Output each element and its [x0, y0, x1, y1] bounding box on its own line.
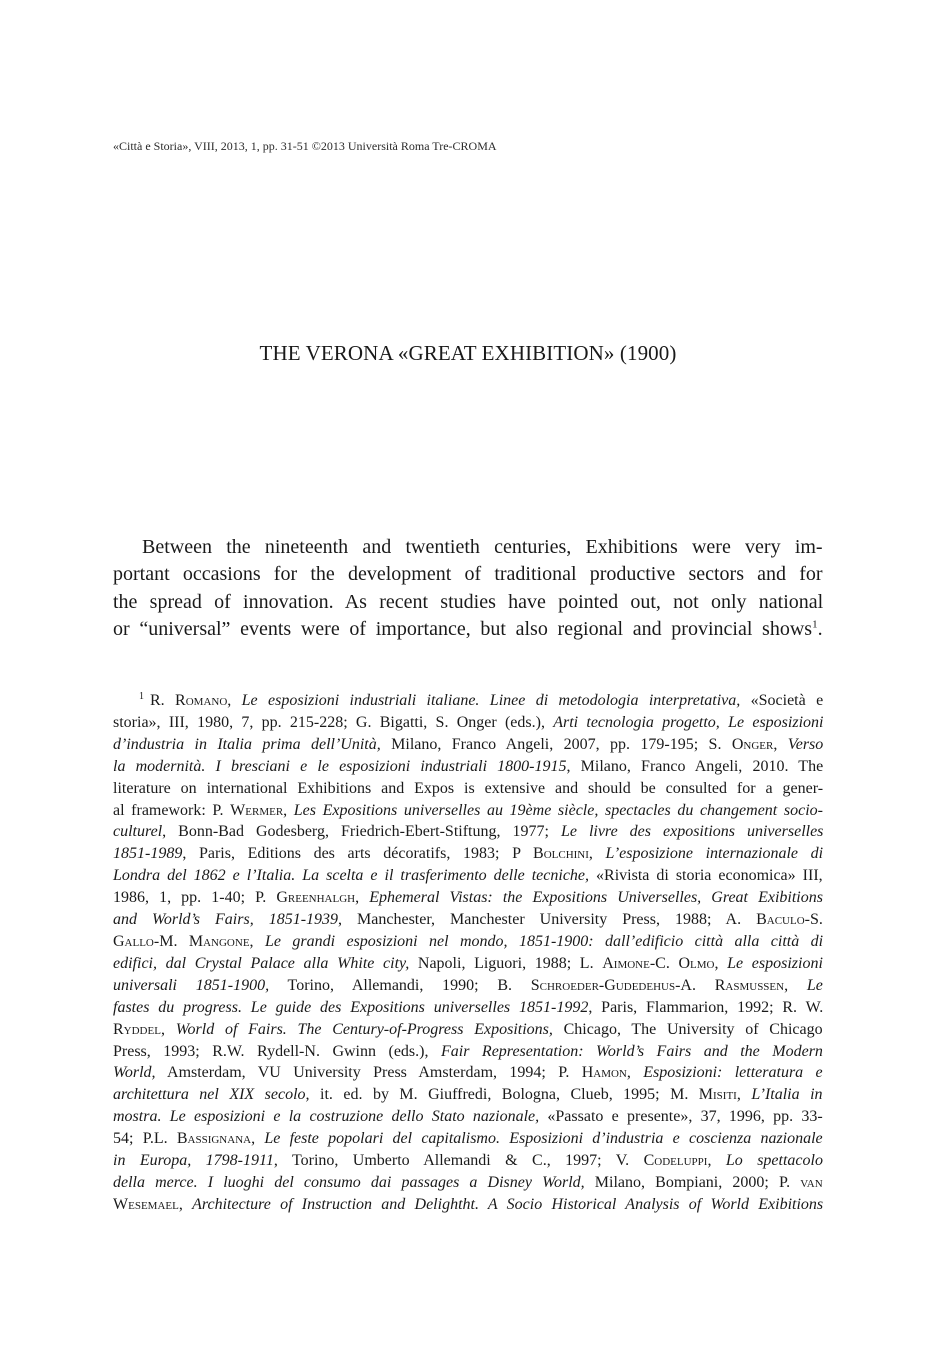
- footnote-text: Torino, Allemandi, 1990; B.: [269, 976, 531, 994]
- author-name: Wesemael: [113, 1195, 179, 1213]
- work-title: Le grandi esposizioni nel mondo, 1851-1900: dall’edificio città alla città di: [264, 932, 824, 950]
- footnote-text: ,: [283, 801, 294, 819]
- footnote-text: Napoli, Liguori, 1988; L.: [409, 954, 603, 972]
- footnote-line: [113, 887, 823, 909]
- work-title: Le: [806, 976, 823, 994]
- footnote-number: 1: [139, 690, 144, 702]
- work-title: World,: [113, 1064, 156, 1082]
- body-line: the spread of innovation. As recent studies have pointed out, not only national: [113, 590, 824, 613]
- footnote-line: [113, 1194, 823, 1216]
- footnote-text: ,: [251, 1130, 265, 1148]
- footnote-line: [113, 690, 823, 712]
- work-title: fastes du progress. Le guide des Expositions universelles 1851-1992: [113, 998, 589, 1016]
- footnote-text: ,: [178, 1195, 193, 1213]
- work-title: Le esposizioni: [727, 954, 823, 972]
- footnote-text: ,: [249, 932, 265, 950]
- author-name: Aimone: [602, 954, 650, 972]
- work-title: Ephemeral Vistas: the Expositions Universelles, Great Exibitions: [369, 889, 823, 907]
- footnote-line: [113, 1128, 823, 1150]
- work-title: d’industria in Italia prima dell’Unità,: [113, 735, 381, 753]
- author-name: van: [800, 1173, 823, 1191]
- footnote-line: [113, 756, 823, 778]
- work-title: architettura nel XIX secolo,: [113, 1086, 310, 1104]
- footnote-text: ,: [707, 1152, 726, 1170]
- footnote-text: , Milano, Franco Angeli, 2010. The: [566, 757, 824, 775]
- work-title: and World’s Fairs, 1851-1939: [113, 911, 339, 929]
- work-title: Le esposizioni industriali italiane. Linee di metodologia interpretativa,: [241, 692, 741, 709]
- footnote-text: «Passato e presente», 37, 1996, pp. 33-: [539, 1108, 823, 1126]
- author-name: Schroeder-Gudedehus: [530, 976, 676, 994]
- footnote-text: Milano, Bompiani, 2000; P.: [584, 1173, 801, 1191]
- footnote-line: [113, 1172, 823, 1194]
- work-title: L’esposizione internazionale di: [605, 845, 824, 863]
- author-name: Bassignana: [176, 1130, 252, 1148]
- work-title: Londra del 1862 e l’Italia. La scelta e il trasferimento delle tecniche,: [113, 867, 590, 885]
- work-title: universali 1851-1900,: [113, 976, 270, 994]
- footnote-text: «Rivista di storia economica» III,: [589, 867, 823, 885]
- author-name: Romano: [175, 692, 228, 709]
- author-name: Codeluppi: [643, 1152, 708, 1170]
- footnote-text: -M.: [153, 932, 189, 950]
- footnote-text: , Torino, Umberto Allemandi & C., 1997; V.: [273, 1152, 644, 1170]
- footnote-line: [113, 843, 823, 865]
- work-title: Esposizioni: letteratura e: [643, 1064, 823, 1082]
- author-name: Gallo: [113, 932, 154, 950]
- footnote-text: , Bonn-Bad Godesberg, Friedrich-Ebert-Stiftung, 1977;: [162, 823, 561, 841]
- footnote-text: ,: [773, 735, 788, 753]
- footnote-line: [113, 1106, 823, 1128]
- author-name: Hamon: [581, 1064, 627, 1082]
- footnote-text: ,: [160, 1020, 176, 1038]
- footnote-text: Milano, Franco Angeli, 2007, pp. 179-195; S.: [380, 735, 732, 753]
- footnote-text: Press, 1993; R.W. Rydell-N. Gwinn (eds.),: [113, 1042, 441, 1060]
- body-paragraph: [113, 534, 823, 643]
- author-name: Onger: [731, 735, 774, 753]
- work-title: culturel: [113, 823, 163, 841]
- footnote-text: , Paris, Editions des arts décoratifs, 1983; P: [182, 845, 534, 863]
- footnote-text: , Manchester, Manchester University Press, 1988; A.: [338, 911, 757, 929]
- footnote-line: [113, 800, 823, 822]
- running-head: «Città e Storia», VIII, 2013, 1, pp. 31-51 ©2013 Università Roma Tre-CROMA: [113, 139, 497, 153]
- author-name: Greenhalgh: [276, 889, 356, 907]
- work-title: Les Expositions universelles au 19ème siècle, spectacles du changement socio-: [293, 801, 823, 819]
- footnote-1: [113, 690, 823, 1216]
- body-line: portant occasions for the development of traditional productive sectors and for: [113, 563, 823, 586]
- footnote-line: [113, 931, 823, 953]
- footnote-text: -S.: [804, 911, 823, 929]
- footnote-text: storia», III, 1980, 7, pp. 215-228; G. Bigatti, S. Onger (eds.),: [113, 713, 554, 731]
- work-title: World of Fairs. The Century-of-Progress Expositions,: [175, 1020, 553, 1038]
- work-title: Le feste popolari del capitalismo. Esposizioni d’industria e coscienza nazionale: [264, 1130, 823, 1148]
- body-line: or “universal” events were of importance, but also regional and provincial shows: [113, 617, 813, 640]
- author-name: Wermer: [230, 801, 284, 819]
- footnote-text: ,: [227, 692, 242, 709]
- work-title: Le livre des expositions universelles: [560, 823, 824, 841]
- footnote-text: ,: [714, 954, 728, 972]
- footnote-line: [113, 734, 823, 756]
- footnote-text: Amsterdam, VU University Press Amsterdam, 1994; P.: [155, 1064, 582, 1082]
- footnote-line: [113, 997, 823, 1019]
- footnote-reference[interactable]: 1: [812, 618, 818, 631]
- footnote-line: [113, 1062, 823, 1084]
- footnote-text: ,: [784, 976, 807, 994]
- author-name: Mangone: [188, 932, 250, 950]
- author-name: Misiti: [698, 1086, 737, 1104]
- work-title: 1851-1989: [113, 845, 183, 863]
- author-name: Ryddel: [113, 1020, 161, 1038]
- work-title: la modernità. I bresciani e le esposizioni industriali 1800-1915: [113, 757, 567, 775]
- footnote-text: Chicago, The University of Chicago: [552, 1020, 823, 1038]
- work-title: Arti tecnologia progetto, Le esposizioni: [553, 713, 824, 731]
- author-name: Rasmussen: [714, 976, 785, 994]
- work-title: Verso: [787, 735, 824, 753]
- footnote-text: it. ed. by M. Giuffredi, Bologna, Clueb, 1995; M.: [309, 1086, 699, 1104]
- footnote-text: R.: [150, 692, 176, 709]
- work-title: della merce. I luoghi del consumo dai passages a Disney World,: [113, 1173, 585, 1191]
- footnote-line: [113, 821, 823, 843]
- footnote-line: [113, 1150, 823, 1172]
- footnote-line: [113, 953, 823, 975]
- footnote-text: -A.: [675, 976, 715, 994]
- footnote-text: , Paris, Flammarion, 1992; R. W.: [588, 998, 824, 1016]
- footnote-text: «Società e: [740, 692, 824, 709]
- footnote-text: literature on international Exhibitions and Expos is extensive and should be consulted for a gener-: [113, 779, 824, 797]
- footnote-text: 1986, 1, pp. 1-40; P.: [113, 889, 277, 907]
- work-title: in Europa, 1798-1911: [113, 1152, 274, 1170]
- work-title: Lo spettacolo: [725, 1152, 823, 1170]
- footnote-line: [113, 778, 823, 800]
- footnote-line: [113, 1019, 823, 1041]
- footnote-line: [113, 1084, 823, 1106]
- work-title: Architecture of Instruction and Delightht. A Socio Historical Analysis of World Exibitions: [192, 1195, 824, 1213]
- work-title: mostra. Le esposizioni e la costruzione dello Stato nazionale,: [113, 1108, 540, 1126]
- article-title: THE VERONA «GREAT EXHIBITION» (1900): [259, 341, 677, 365]
- footnote-text: ,: [355, 889, 370, 907]
- body-line: Between the nineteenth and twentieth centuries, Exhibitions were very im-: [142, 536, 823, 558]
- footnote-text: al framework: P.: [113, 801, 231, 819]
- work-title: L’Italia in: [751, 1086, 823, 1104]
- author-name: Bolchini: [533, 845, 589, 863]
- footnote-line: [113, 712, 823, 734]
- footnote-text: ,: [736, 1086, 752, 1104]
- body-end-punct: .: [817, 617, 823, 640]
- author-name: Olmo: [678, 954, 715, 972]
- footnote-text: ,: [588, 845, 606, 863]
- footnote-line: [113, 909, 823, 931]
- footnote-text: 54; P.L.: [113, 1130, 177, 1148]
- footnote-line: [113, 975, 823, 997]
- footnote-line: [113, 865, 823, 887]
- footnote-text: -C.: [649, 954, 679, 972]
- author-name: Baculo: [756, 911, 805, 929]
- footnote-text: ,: [626, 1064, 644, 1082]
- footnote-line: [113, 1041, 823, 1063]
- work-title: edifici, dal Crystal Palace alla White city,: [113, 954, 410, 972]
- work-title: Fair Representation: World’s Fairs and the Modern: [440, 1042, 823, 1060]
